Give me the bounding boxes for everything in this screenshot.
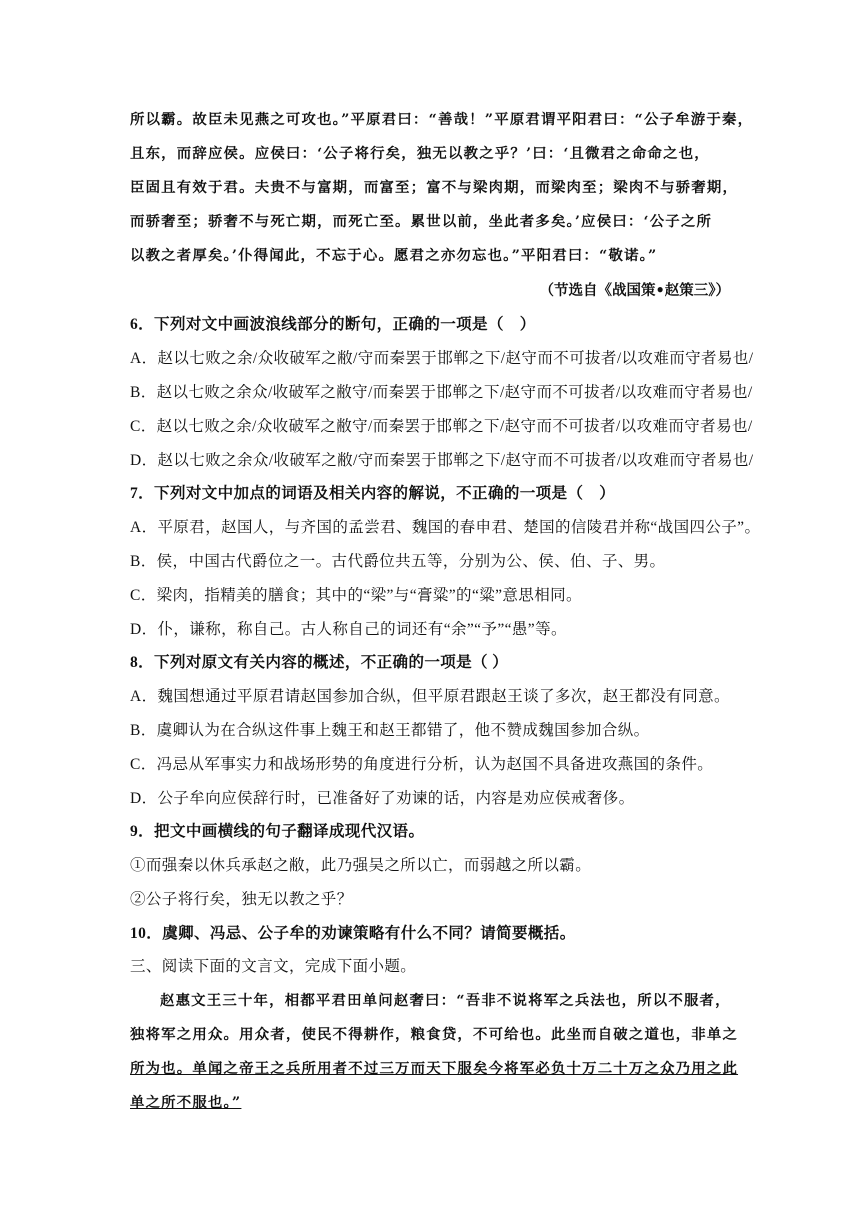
question-7-stem: 7．下列对文中加点的词语及相关内容的解说，不正确的一项是（ ） xyxy=(130,485,616,502)
section-3-line-1: 赵惠文王三十年，相都平君田单问赵奢曰：“吾非不说将军之兵法也，所以不服者， xyxy=(160,992,731,1009)
passage-source: （节选自《战国策•赵策三》） xyxy=(539,282,730,299)
question-7-option-d: D．仆，谦称，称自己。古人称自己的词还有“余”“予”“愚”等。 xyxy=(130,621,567,638)
section-3-line-4 xyxy=(130,1093,730,1113)
passage-line-1: 所以霸。故臣未见燕之可攻也。”平原君曰：“善哉！”平原君谓平阳君曰：“公子牟游于秦， xyxy=(130,111,754,128)
question-8-stem: 8．下列对原文有关内容的概述，不正确的一项是（ ） xyxy=(130,654,509,671)
question-7-option-c: C．梁肉，指精美的膳食；其中的“梁”与“膏粱”的“粱”意思相同。 xyxy=(130,587,582,604)
question-8-option-d: D．公子牟向应侯辞行时，已准备好了劝谏的话，内容是劝应侯戒奢侈。 xyxy=(130,790,635,807)
question-7-option-a: A．平原君，赵国人，与齐国的孟尝君、魏国的春申君、楚国的信陵君并称“战国四公子”。 xyxy=(130,519,761,536)
question-7-option-b: B．侯，中国古代爵位之一。古代爵位共五等，分别为公、侯、伯、子、男。 xyxy=(130,553,666,570)
question-9-item-2: ②公子将行矣，独无以教之乎？ xyxy=(130,891,353,908)
question-6-stem: 6．下列对文中画波浪线部分的断句，正确的一项是（ ） xyxy=(130,316,536,333)
question-9-item-1: ①而强秦以休兵承赵之敝，此乃强吴之所以亡，而弱越之所以霸。 xyxy=(130,857,592,874)
question-10-stem: 10．虞卿、冯忌、公子牟的劝谏策略有什么不同？请简要概括。 xyxy=(130,925,576,942)
passage-line-4: 而骄奢至；骄奢不与死亡期，而死亡至。累世以前，坐此者多矣。’应侯曰：‘公子之所 xyxy=(130,213,713,230)
section-3-line-3: 所为也。单闻之帝王之兵所用者不过三万而天下服矣今将军必负十万二十万之众乃用之此 xyxy=(130,1060,739,1077)
question-9-stem: 9．把文中画横线的句子翻译成现代汉语。 xyxy=(130,823,425,840)
section-3-heading: 三、阅读下面的文言文，完成下面小题。 xyxy=(130,958,417,975)
question-6-option-c: C．赵以七败之余/众收破军之敝守/而秦罢于邯郸之下/赵守而不可拔者/以攻难而守者易也/ xyxy=(130,418,753,435)
question-6-option-a: A．赵以七败之余/众收破军之敝/守而秦罢于邯郸之下/赵守而不可拔者/以攻难而守者易也/ xyxy=(130,350,754,367)
question-6-option-d: D．赵以七败之余众/收破军之敝/守而秦罢于邯郸之下/赵守而不可拔者/以攻难而守者易也/ xyxy=(130,452,754,469)
passage-line-3: 臣固且有效于君。夫贵不与富期，而富至；富不与梁肉期，而梁肉至；梁肉不与骄奢期， xyxy=(130,179,739,196)
section-3-line-4-text: 单之所不服也。” xyxy=(130,1094,242,1111)
question-6-option-b: B．赵以七败之余众/收破军之敝守/而秦罢于邯郸之下/赵守而不可拔者/以攻难而守者易也/ xyxy=(130,384,753,401)
section-3-line-2: 独将军之用众。用众者，使民不得耕作，粮食贷，不可给也。此坐而自破之道也，非单之 xyxy=(130,1026,739,1043)
question-8-option-b: B．虞卿认为在合纵这件事上魏王和赵王都错了，他不赞成魏国参加合纵。 xyxy=(130,722,650,739)
question-8-option-c: C．冯忌从军事实力和战场形势的角度进行分析，认为赵国不具备进攻燕国的条件。 xyxy=(130,756,714,773)
question-8-option-a: A．魏国想通过平原君请赵国参加合纵，但平原君跟赵王谈了多次，赵王都没有同意。 xyxy=(130,688,730,705)
passage-line-5: 以教之者厚矣。’仆得闻此，不忘于心。愿君之亦勿忘也。”平阳君曰：“敬诺。” xyxy=(130,247,658,264)
passage-line-2: 且东，而辞应侯。应侯曰：‘公子将行矣，独无以教之乎？’曰：‘且微君之命命之也， xyxy=(130,145,710,162)
